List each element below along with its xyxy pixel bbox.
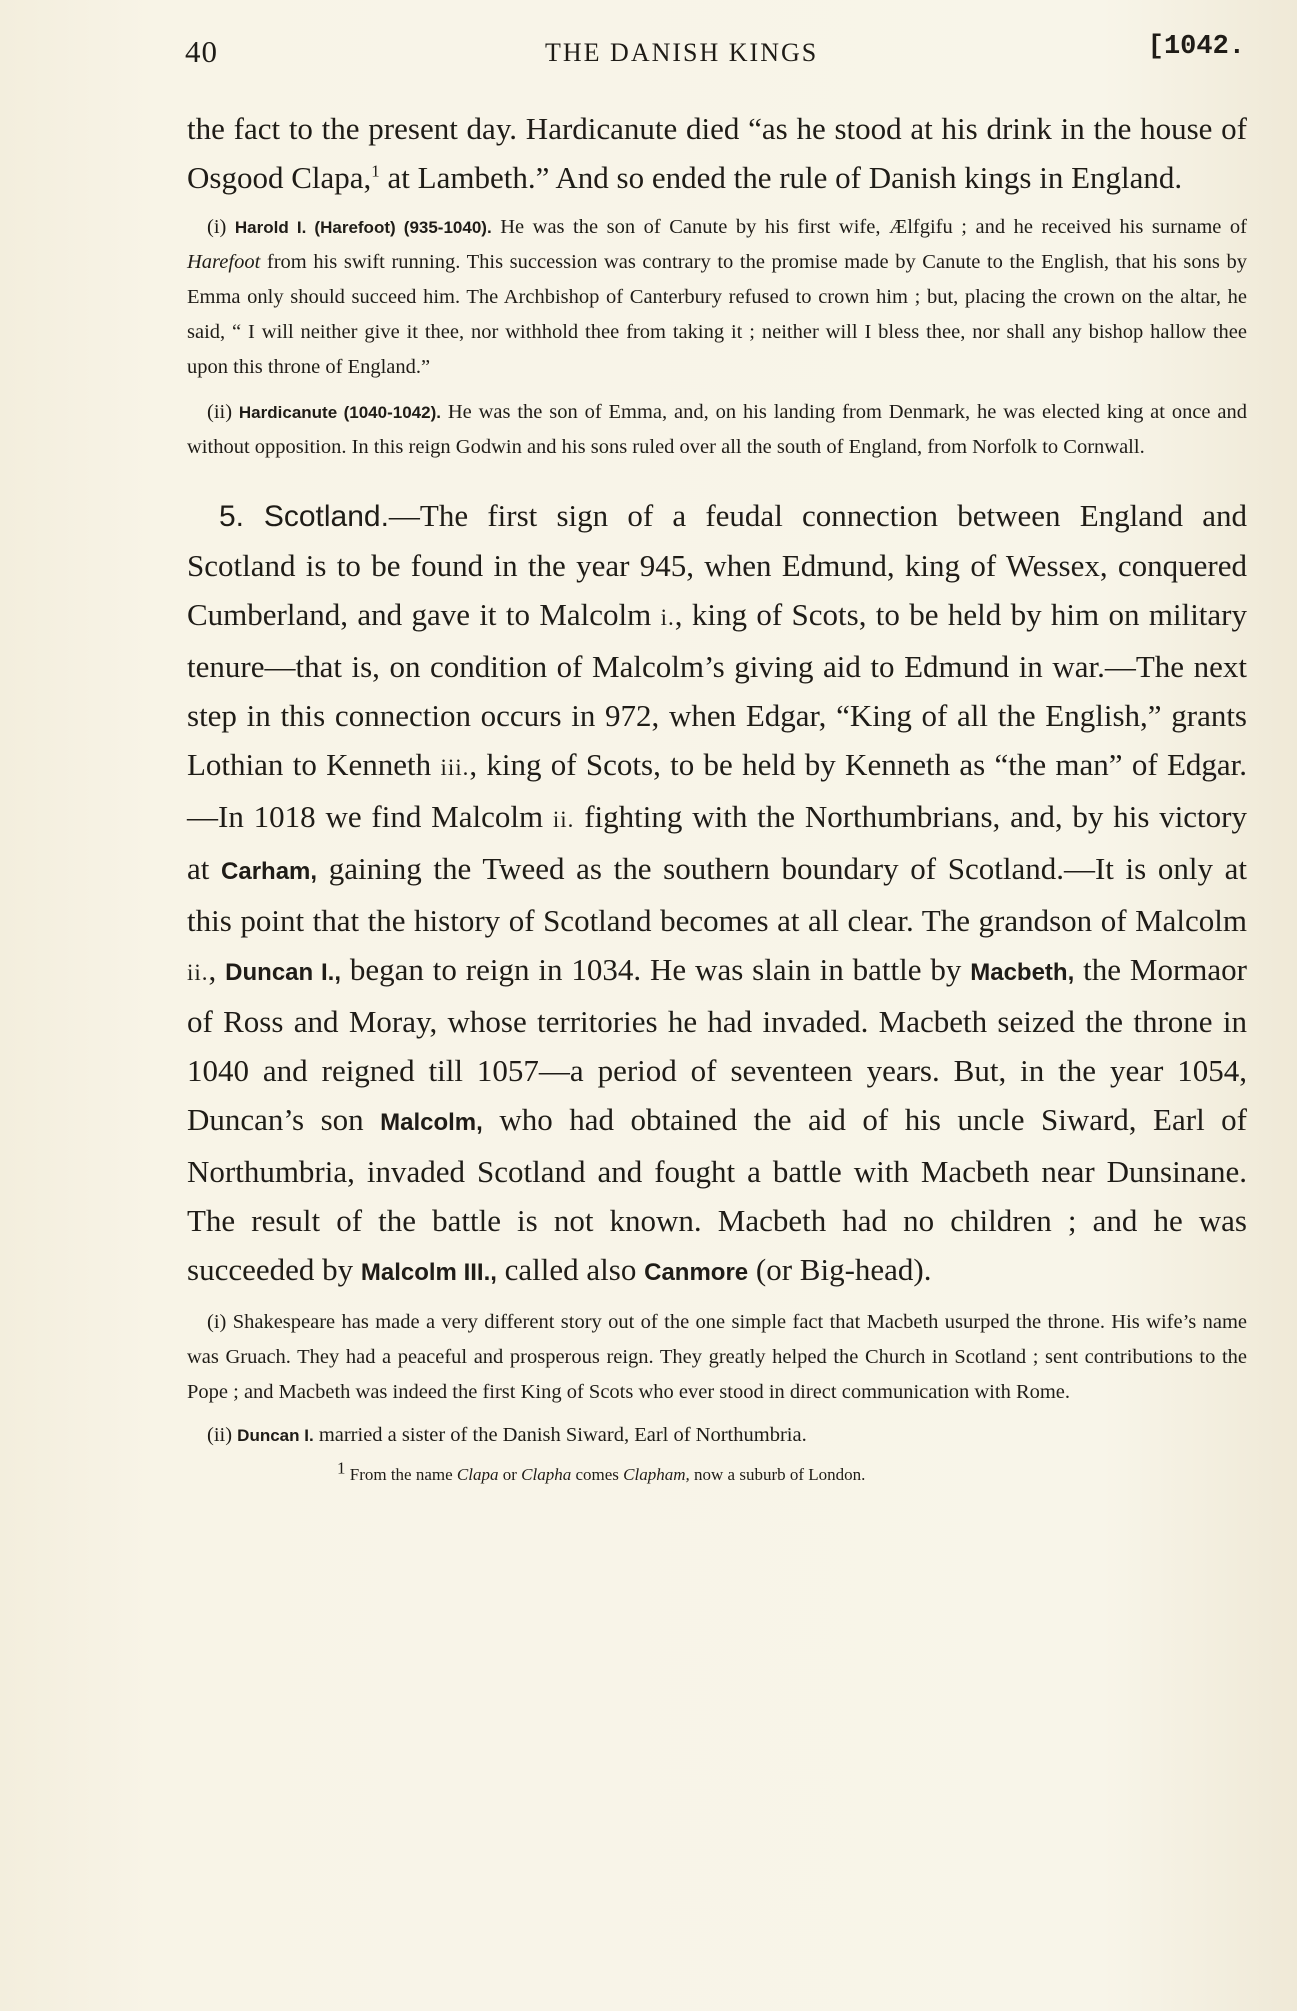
bold-term: Macbeth,: [970, 959, 1075, 986]
running-header: [185, 28, 1245, 78]
page-number: 40: [185, 34, 218, 69]
running-title: THE DANISH KINGS: [545, 38, 819, 67]
note-marker: (i): [207, 216, 235, 238]
text-run: the Mormaor of Ross and Moray, whose territories he had invaded. Macbeth seized the throne in 1040 and reigned till 1057—a period of seventeen years. But, in the year 1054, Duncan’s son: [187, 952, 1247, 1137]
text-run: He was the son of Canute by his first wife, Ælfgifu ; and he received his surname of: [491, 216, 1247, 238]
text-run: from his swift running. This succession was contrary to the promise made by Canute to the English, that his sons by Emma only should succeed him. The Archbishop of Canterbury refused to crown him ; but, placing the crown on the altar, he said, “ I will neither give it thee, nor withhold thee from taking it ; neither will I bless thee, nor shall any bishop hallow thee upon this throne of England.”: [187, 251, 1247, 378]
regnal-number: iii.: [440, 755, 470, 780]
note-hardicanute: [187, 395, 1247, 465]
text-run: now a suburb of London.: [689, 1465, 866, 1484]
note-duncan: [187, 1418, 1247, 1453]
text-run: comes: [571, 1465, 624, 1484]
footnote-ref: 1: [371, 161, 380, 181]
regnal-number: i.: [660, 605, 675, 630]
text-run: , king of Scots, to be held by Kenneth as “the man” of Edgar.—In 1018 we find Malcolm: [187, 747, 1247, 834]
italic-term: Harefoot: [187, 251, 261, 273]
note-harold: [187, 210, 1247, 385]
text-run: —The first sign of a feudal connection between England and Scotland is to be found in the year 945, when Edmund, king of Wessex, conquered Cumberland, and gave it to Malcolm: [187, 498, 1247, 632]
text-run: called also: [496, 1252, 645, 1287]
note-marker: (ii): [207, 401, 239, 423]
paragraph-hardicanute-death: [187, 104, 1247, 202]
note-shakespeare: (i) Shakespeare has made a very different story out of the one simple fact that Macbeth usurped the throne. His wife’s name was Gruach. They had a peaceful and prosperous reign. They greatly helped the Church in Scotland ; sent contributions to the Pope ; and Macbeth was indeed the first King of Scots who ever stood in direct communication with Rome.: [187, 1311, 1247, 1403]
text-run: He was the son of Emma, and, on his landing from Denmark, he was elected king at once and without opposition. In this reign Godwin and his sons ruled over all the south of England, from Norfolk to Cornwall.: [187, 401, 1247, 458]
italic-term: Clapa: [456, 1465, 499, 1484]
regnal-number: ii.: [552, 807, 575, 832]
text-run: (or Big-head).: [748, 1252, 932, 1287]
italic-term: Clapham,: [623, 1465, 690, 1484]
text-run: at Lambeth.” And so ended the rule of Danish kings in England.: [379, 160, 1183, 195]
italic-term: Clapha: [521, 1465, 572, 1484]
text-run: ,: [208, 952, 226, 987]
footnote-number: 1: [337, 1458, 346, 1478]
regnal-number: ii.: [187, 960, 209, 985]
text-run: gaining the Tweed as the southern boundary of Scotland.—It is only at this point that the history of Scotland becomes at all clear. The grandson of Malcolm: [187, 851, 1248, 938]
header-year: [1042.: [1147, 32, 1245, 62]
note-heading: Hardicanute (1040-1042).: [238, 403, 441, 422]
text-run: married a sister of the Danish Siward, Earl of Northumbria.: [313, 1424, 807, 1446]
text-run: who had obtained the aid of his uncle Siward, Earl of Northumbria, invaded Scotland and fought a battle with Macbeth near Dunsinane. The result of the battle is not known. Macbeth had no children ; and he was succeeded by: [187, 1102, 1247, 1287]
page-body: [187, 104, 1247, 1489]
bold-term: Duncan I.,: [225, 959, 341, 986]
text-run: the fact to the present day. Hardicanute died “as he stood at his drink in the house of Osgood Clapa,: [187, 111, 1247, 195]
bold-term: Malcolm,: [380, 1109, 483, 1136]
footnote: [187, 1458, 1247, 1489]
bold-term: Carham,: [221, 858, 318, 885]
text-run: fighting with the Northumbrians, and, by his victory at: [187, 799, 1247, 886]
text-run: From the name: [345, 1465, 457, 1484]
note-heading: Duncan I.: [237, 1426, 314, 1445]
bold-term: Canmore: [644, 1259, 749, 1286]
text-run: began to reign in 1034. He was slain in battle by: [341, 952, 971, 987]
bold-term: Malcolm III.,: [360, 1259, 497, 1286]
note-marker: (ii): [207, 1424, 238, 1446]
note-heading: Harold I. (Harefoot) (935-1040).: [234, 218, 492, 237]
text-run: , king of Scots, to be held by him on military tenure—that is, on condition of Malcolm’s giving aid to Edmund in war.—The next step in this connection occurs in 972, when Edgar, “King of all the English,” grants Lothian to Kenneth: [187, 597, 1248, 782]
text-run: or: [498, 1465, 522, 1484]
section-scotland: [187, 491, 1247, 1297]
section-heading: 5. Scotland.: [219, 500, 389, 533]
